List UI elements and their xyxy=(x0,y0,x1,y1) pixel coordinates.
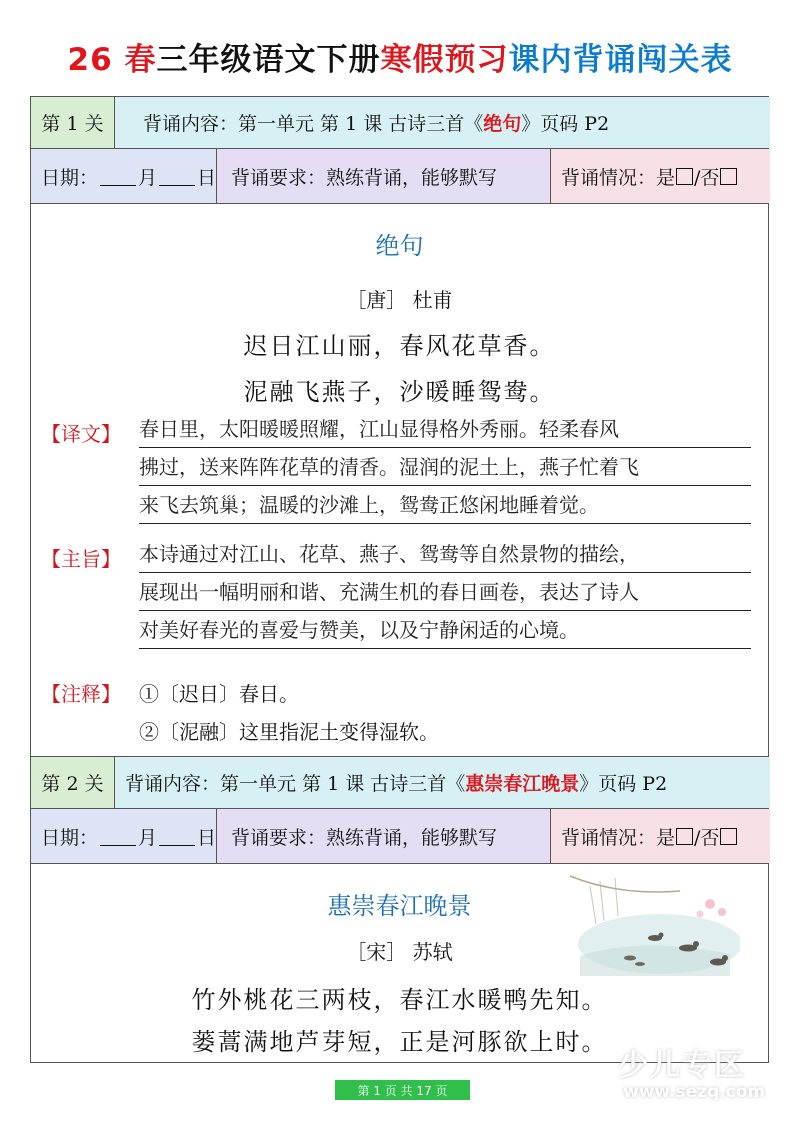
level1-content: 背诵内容：第一单元 第 1 课 古诗三首《 绝句 》页码 P2 xyxy=(115,97,770,148)
poem2-title: 惠崇春江晚景 xyxy=(327,892,472,920)
watermark-logo: 少儿专区 xyxy=(618,1048,746,1083)
no-checkbox[interactable] xyxy=(720,168,737,185)
no-checkbox[interactable] xyxy=(720,828,737,845)
level2-status: 背诵情况：是 /否 xyxy=(551,809,770,863)
poem1-line: 迟日江山丽，春风花草香。 xyxy=(243,332,556,360)
poem1-title: 绝句 xyxy=(375,232,424,260)
theme-tag: 【主旨】 xyxy=(41,547,121,571)
level1-info-row xyxy=(31,149,768,204)
ducks-pond-illustration-icon xyxy=(560,866,740,986)
level2-info-row xyxy=(31,809,768,864)
month-blank[interactable] xyxy=(100,167,136,186)
poem1-author: ［唐］ 杜甫 xyxy=(346,288,453,312)
level2-content: 背诵内容：第一单元 第 1 课 古诗三首《 惠崇春江晚景 》页码 P2 xyxy=(115,757,770,808)
note-item: ①〔迟日〕春日。 xyxy=(139,682,299,706)
level1-label: 第 1 关 xyxy=(31,97,115,148)
theme-text: 本诗通过对江山、花草、燕子、鸳鸯等自然景物的描绘， 展现出一幅明丽和谐、充满生机的春日画卷，表达了诗人 对美好春光的喜爱与赞美，以及宁静闲适的心境。 xyxy=(139,535,751,649)
yes-checkbox[interactable] xyxy=(676,828,693,845)
level1-content-title: 绝句 xyxy=(483,113,522,135)
level2-date-cell: 日期： 月 日 xyxy=(31,809,217,863)
month-blank[interactable] xyxy=(100,827,136,846)
page-title: 26 春三年级语文下册寒假预习课内背诵闯关表 xyxy=(67,42,733,78)
poem2-author: ［宋］ 苏轼 xyxy=(346,940,453,964)
translation-text: 春日里，太阳暖暖照耀，江山显得格外秀丽。轻柔春风 拂过，送来阵阵花草的清香。湿润的泥土上，燕子忙着飞 来飞去筑巢；温暖的沙滩上，鸳鸯正悠闲地睡着觉。 xyxy=(139,410,751,524)
yes-checkbox[interactable] xyxy=(676,168,693,185)
translation-tag: 【译文】 xyxy=(41,422,121,446)
level2-content-title: 惠崇春江晚景 xyxy=(465,773,580,795)
level1-body xyxy=(31,204,768,757)
poem1-line: 泥融飞燕子，沙暖睡鸳鸯。 xyxy=(243,378,556,406)
level2-requirement: 背诵要求：熟练背诵，能够默写 xyxy=(217,809,551,863)
level2-header-row xyxy=(31,757,768,809)
notes-tag: 【注释】 xyxy=(41,682,121,706)
watermark-url: www.sezq.com xyxy=(623,1082,766,1102)
day-blank[interactable] xyxy=(159,167,195,186)
page-number: 第 1 页 共 17 页 xyxy=(335,1080,470,1100)
level1-requirement: 背诵要求：熟练背诵，能够默写 xyxy=(217,149,551,203)
level1-date-cell: 日期： 月 日 xyxy=(31,149,217,203)
level1-header-row xyxy=(31,97,768,149)
day-blank[interactable] xyxy=(159,827,195,846)
note-item: ②〔泥融〕这里指泥土变得湿软。 xyxy=(139,720,439,744)
level2-label: 第 2 关 xyxy=(31,757,115,808)
poem2-line: 竹外桃花三两枝，春江水暖鸭先知。 xyxy=(191,986,608,1014)
level1-status: 背诵情况：是 /否 xyxy=(551,149,770,203)
poem2-line: 蒌蒿满地芦芽短，正是河豚欲上时。 xyxy=(191,1028,608,1056)
